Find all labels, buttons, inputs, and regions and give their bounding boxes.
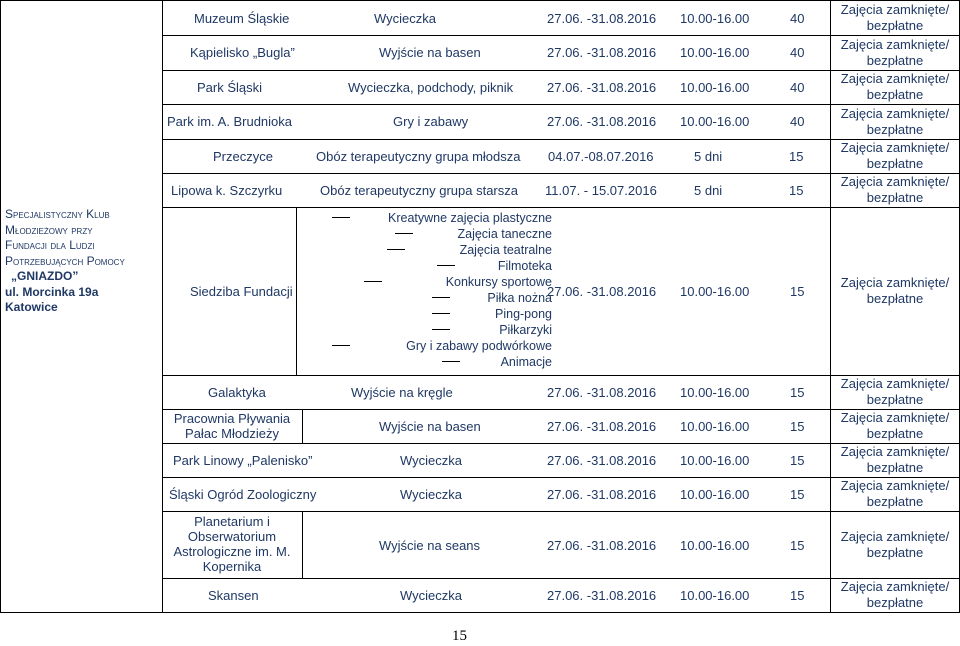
status-fee: bezpłatne xyxy=(866,392,924,407)
dash-marker xyxy=(442,361,460,362)
dash-marker xyxy=(364,281,382,282)
organization-name: Fundacji dla Ludzi xyxy=(5,238,95,252)
count: 15 xyxy=(790,588,805,603)
status-fee: bezpłatne xyxy=(866,122,924,137)
dash-marker xyxy=(432,313,450,314)
organization-city: Katowice xyxy=(5,300,58,314)
status: Zajęcia zamknięte/ xyxy=(840,529,950,544)
dates: 27.06. -31.08.2016 xyxy=(547,114,657,129)
dates: 27.06. -31.08.2016 xyxy=(547,284,657,299)
hours: 10.00-16.00 xyxy=(680,284,750,299)
dates: 27.06. -31.08.2016 xyxy=(547,453,657,468)
place: Park im. A. Brudnioka xyxy=(167,114,292,129)
status: Zajęcia zamknięte/ xyxy=(840,275,950,290)
activity: Wycieczka xyxy=(400,487,463,502)
hours: 10.00-16.00 xyxy=(680,80,750,95)
status-cell xyxy=(830,410,960,442)
count: 40 xyxy=(790,80,805,95)
count: 40 xyxy=(790,45,805,60)
activity: Obóz terapeutyczny grupa młodsza xyxy=(316,149,521,164)
place: Skansen xyxy=(208,588,259,603)
activity-list xyxy=(312,210,552,370)
count: 15 xyxy=(789,183,804,198)
list-item: Ping-pong xyxy=(312,306,552,322)
count: 15 xyxy=(790,538,805,553)
place: Kąpielisko „Bugla” xyxy=(190,45,295,60)
place: Pracownia Pływania Pałac Młodzieży xyxy=(173,411,291,441)
organization-name: Młodzieżowy przy xyxy=(5,222,93,237)
hours: 10.00-16.00 xyxy=(680,45,750,60)
table-border-left xyxy=(0,0,1,613)
dash-marker xyxy=(332,217,350,218)
column-divider xyxy=(296,207,297,375)
status-fee: bezpłatne xyxy=(866,460,924,475)
count: 40 xyxy=(790,11,805,26)
status-cell xyxy=(830,275,960,307)
status-cell xyxy=(830,71,960,103)
list-item: Zajęcia teatralne xyxy=(312,242,552,258)
status-cell xyxy=(830,174,960,206)
status-fee: bezpłatne xyxy=(866,545,924,560)
organization-short-name: „GNIAZDO” xyxy=(11,269,79,283)
status-fee: bezpłatne xyxy=(866,595,924,610)
hours: 10.00-16.00 xyxy=(680,588,750,603)
status-cell xyxy=(830,376,960,408)
status-fee: bezpłatne xyxy=(866,190,924,205)
status: Zajęcia zamknięte/ xyxy=(840,444,950,459)
status-cell xyxy=(830,579,960,611)
status-fee: bezpłatne xyxy=(866,494,924,509)
row-divider xyxy=(162,104,960,105)
list-item: Zajęcia taneczne xyxy=(312,226,552,242)
status: Zajęcia zamknięte/ xyxy=(840,106,950,121)
organization-address: ul. Morcinka 19a xyxy=(5,284,99,299)
activity: Wyjście na basen xyxy=(379,45,481,60)
column-divider xyxy=(302,409,303,443)
row-divider xyxy=(162,207,960,208)
status: Zajęcia zamknięte/ xyxy=(840,140,950,155)
place: Muzeum Śląskie xyxy=(194,11,290,26)
hours: 5 dni xyxy=(694,183,723,198)
hours: 10.00-16.00 xyxy=(680,114,750,129)
column-divider xyxy=(162,0,163,613)
row-divider xyxy=(162,511,960,512)
count: 15 xyxy=(790,385,805,400)
dates: 27.06. -31.08.2016 xyxy=(547,588,657,603)
count: 15 xyxy=(790,284,805,299)
organization-name: Potrzebujących Pomocy xyxy=(5,253,125,268)
table-border-top xyxy=(0,0,960,1)
status: Zajęcia zamknięte/ xyxy=(840,37,950,52)
status-fee: bezpłatne xyxy=(866,87,924,102)
hours: 10.00-16.00 xyxy=(680,385,750,400)
dates: 11.07. - 15.07.2016 xyxy=(545,183,657,198)
column-divider xyxy=(302,511,303,578)
dates: 27.06. -31.08.2016 xyxy=(547,385,657,400)
activity: Wyjście na kręgle xyxy=(351,385,453,400)
place: Park Linowy „Palenisko” xyxy=(173,453,313,468)
place: Galaktyka xyxy=(208,385,266,400)
status: Zajęcia zamknięte/ xyxy=(840,478,950,493)
dash-marker xyxy=(332,345,350,346)
list-item: Piłka nożna xyxy=(312,290,552,306)
dash-marker xyxy=(432,329,450,330)
dates: 27.06. -31.08.2016 xyxy=(547,419,657,434)
hours: 5 dni xyxy=(694,149,723,164)
organization-name: Specjalistyczny Klub xyxy=(5,207,110,221)
status: Zajęcia zamknięte/ xyxy=(840,410,950,425)
hours: 10.00-16.00 xyxy=(680,11,750,26)
activity: Wycieczka xyxy=(400,588,463,603)
list-item: Filmoteka xyxy=(312,258,552,274)
status-cell xyxy=(830,444,960,476)
status-cell xyxy=(830,106,960,138)
activity: Wyjście na basen xyxy=(379,419,481,434)
row-divider xyxy=(162,35,960,36)
place: Przeczyce xyxy=(213,149,273,164)
status: Zajęcia zamknięte/ xyxy=(840,2,950,17)
activity: Wycieczka, podchody, piknik xyxy=(348,80,514,95)
dates: 27.06. -31.08.2016 xyxy=(547,80,657,95)
dash-marker xyxy=(387,249,405,250)
count: 15 xyxy=(790,453,805,468)
count: 15 xyxy=(789,149,804,164)
count: 15 xyxy=(790,419,805,434)
status-cell xyxy=(830,2,960,34)
status-cell xyxy=(830,478,960,510)
dash-marker xyxy=(395,233,413,234)
status-cell xyxy=(830,140,960,172)
place: Lipowa k. Szczyrku xyxy=(171,183,283,198)
activity: Wycieczka xyxy=(374,11,437,26)
hours: 10.00-16.00 xyxy=(680,487,750,502)
status: Zajęcia zamknięte/ xyxy=(840,174,950,189)
place: Planetarium i Obserwatorium Astrologiczne im. M. Kopernika xyxy=(173,514,291,574)
status-fee: bezpłatne xyxy=(866,291,924,306)
list-item: Konkursy sportowe xyxy=(312,274,552,290)
status-fee: bezpłatne xyxy=(866,156,924,171)
hours: 10.00-16.00 xyxy=(680,453,750,468)
status-cell xyxy=(830,37,960,69)
activity: Obóz terapeutyczny grupa starsza xyxy=(320,183,518,198)
status-fee: bezpłatne xyxy=(866,53,924,68)
page-number: 15 xyxy=(452,628,467,644)
count: 15 xyxy=(790,487,805,502)
status-cell xyxy=(830,529,960,561)
status-fee: bezpłatne xyxy=(866,426,924,441)
table-border-bottom xyxy=(0,612,960,613)
list-item: Animacje xyxy=(312,354,552,370)
list-item: Piłkarzyki xyxy=(312,322,552,338)
dates: 27.06. -31.08.2016 xyxy=(547,45,657,60)
list-item: Gry i zabawy podwórkowe xyxy=(312,338,552,354)
count: 40 xyxy=(790,114,805,129)
status-fee: bezpłatne xyxy=(866,18,924,33)
place: Park Śląski xyxy=(197,80,263,95)
dates: 27.06. -31.08.2016 xyxy=(547,11,657,26)
activity: Wyjście na seans xyxy=(379,538,481,553)
dates: 27.06. -31.08.2016 xyxy=(547,487,657,502)
status: Zajęcia zamknięte/ xyxy=(840,71,950,86)
activity: Gry i zabawy xyxy=(393,114,469,129)
hours: 10.00-16.00 xyxy=(680,538,750,553)
status: Zajęcia zamknięte/ xyxy=(840,579,950,594)
activity: Wycieczka xyxy=(400,453,463,468)
place: Śląski Ogród Zoologiczny xyxy=(169,487,317,502)
dash-marker xyxy=(437,265,455,266)
dash-marker xyxy=(432,297,450,298)
dates: 27.06. -31.08.2016 xyxy=(547,538,657,553)
organization-cell xyxy=(5,207,155,316)
place: Siedziba Fundacji xyxy=(190,284,293,299)
list-item: Kreatywne zajęcia plastyczne xyxy=(312,210,552,226)
status: Zajęcia zamknięte/ xyxy=(840,376,950,391)
dates: 04.07.-08.07.2016 xyxy=(548,149,654,164)
hours: 10.00-16.00 xyxy=(680,419,750,434)
